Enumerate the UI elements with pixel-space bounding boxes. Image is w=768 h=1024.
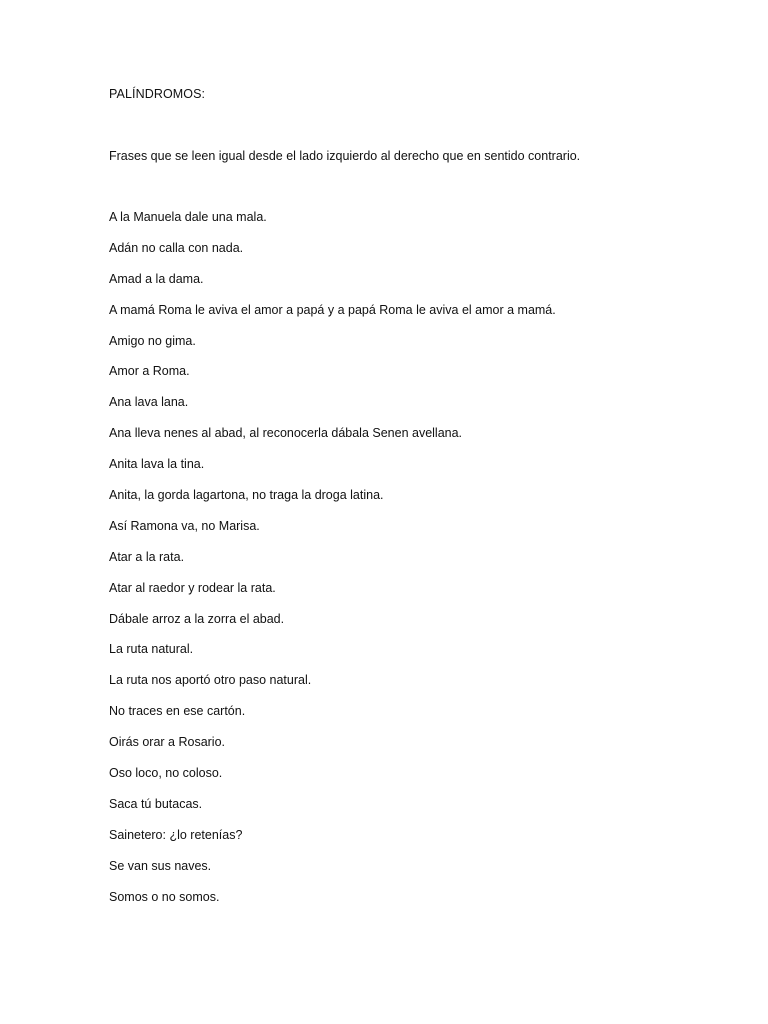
document-intro: Frases que se leen igual desde el lado izquierdo al derecho que en sentido contrario. [109,149,581,163]
list-item: Anita, la gorda lagartona, no traga la droga latina. [109,488,384,503]
list-item: La ruta nos aportó otro paso natural. [109,673,312,688]
list-item: Amor a Roma. [109,364,190,379]
list-item: Oso loco, no coloso. [109,766,223,781]
list-item: Somos o no somos. [109,889,220,904]
list-item: Saca tú butacas. [109,796,203,811]
list-item: Amigo no gima. [109,333,196,348]
list-item: La ruta natural. [109,642,194,657]
list-item: Así Ramona va, no Marisa. [109,518,260,533]
list-item: A mamá Roma le aviva el amor a papá y a papá Roma le aviva el amor a mamá. [109,302,556,317]
list-item: Dábale arroz a la zorra el abad. [109,611,285,626]
list-item: Oirás orar a Rosario. [109,735,226,750]
list-item: Amad a la dama. [109,271,204,286]
list-item: Adán no calla con nada. [109,240,244,255]
list-item: Ana lleva nenes al abad, al reconocerla dábala Senen avellana. [109,426,463,441]
list-item: No traces en ese cartón. [109,704,246,719]
list-item: Atar a la rata. [109,549,185,564]
list-item: Se van sus naves. [109,858,212,873]
document-title: PALÍNDROMOS: [109,87,206,101]
list-item: Ana lava lana. [109,395,189,410]
list-item: Anita lava la tina. [109,457,205,472]
list-item: Sainetero: ¿lo retenías? [109,827,243,842]
list-item: Atar al raedor y rodear la rata. [109,580,276,595]
palindrome-list [109,208,556,918]
list-item: A la Manuela dale una mala. [109,210,267,224]
